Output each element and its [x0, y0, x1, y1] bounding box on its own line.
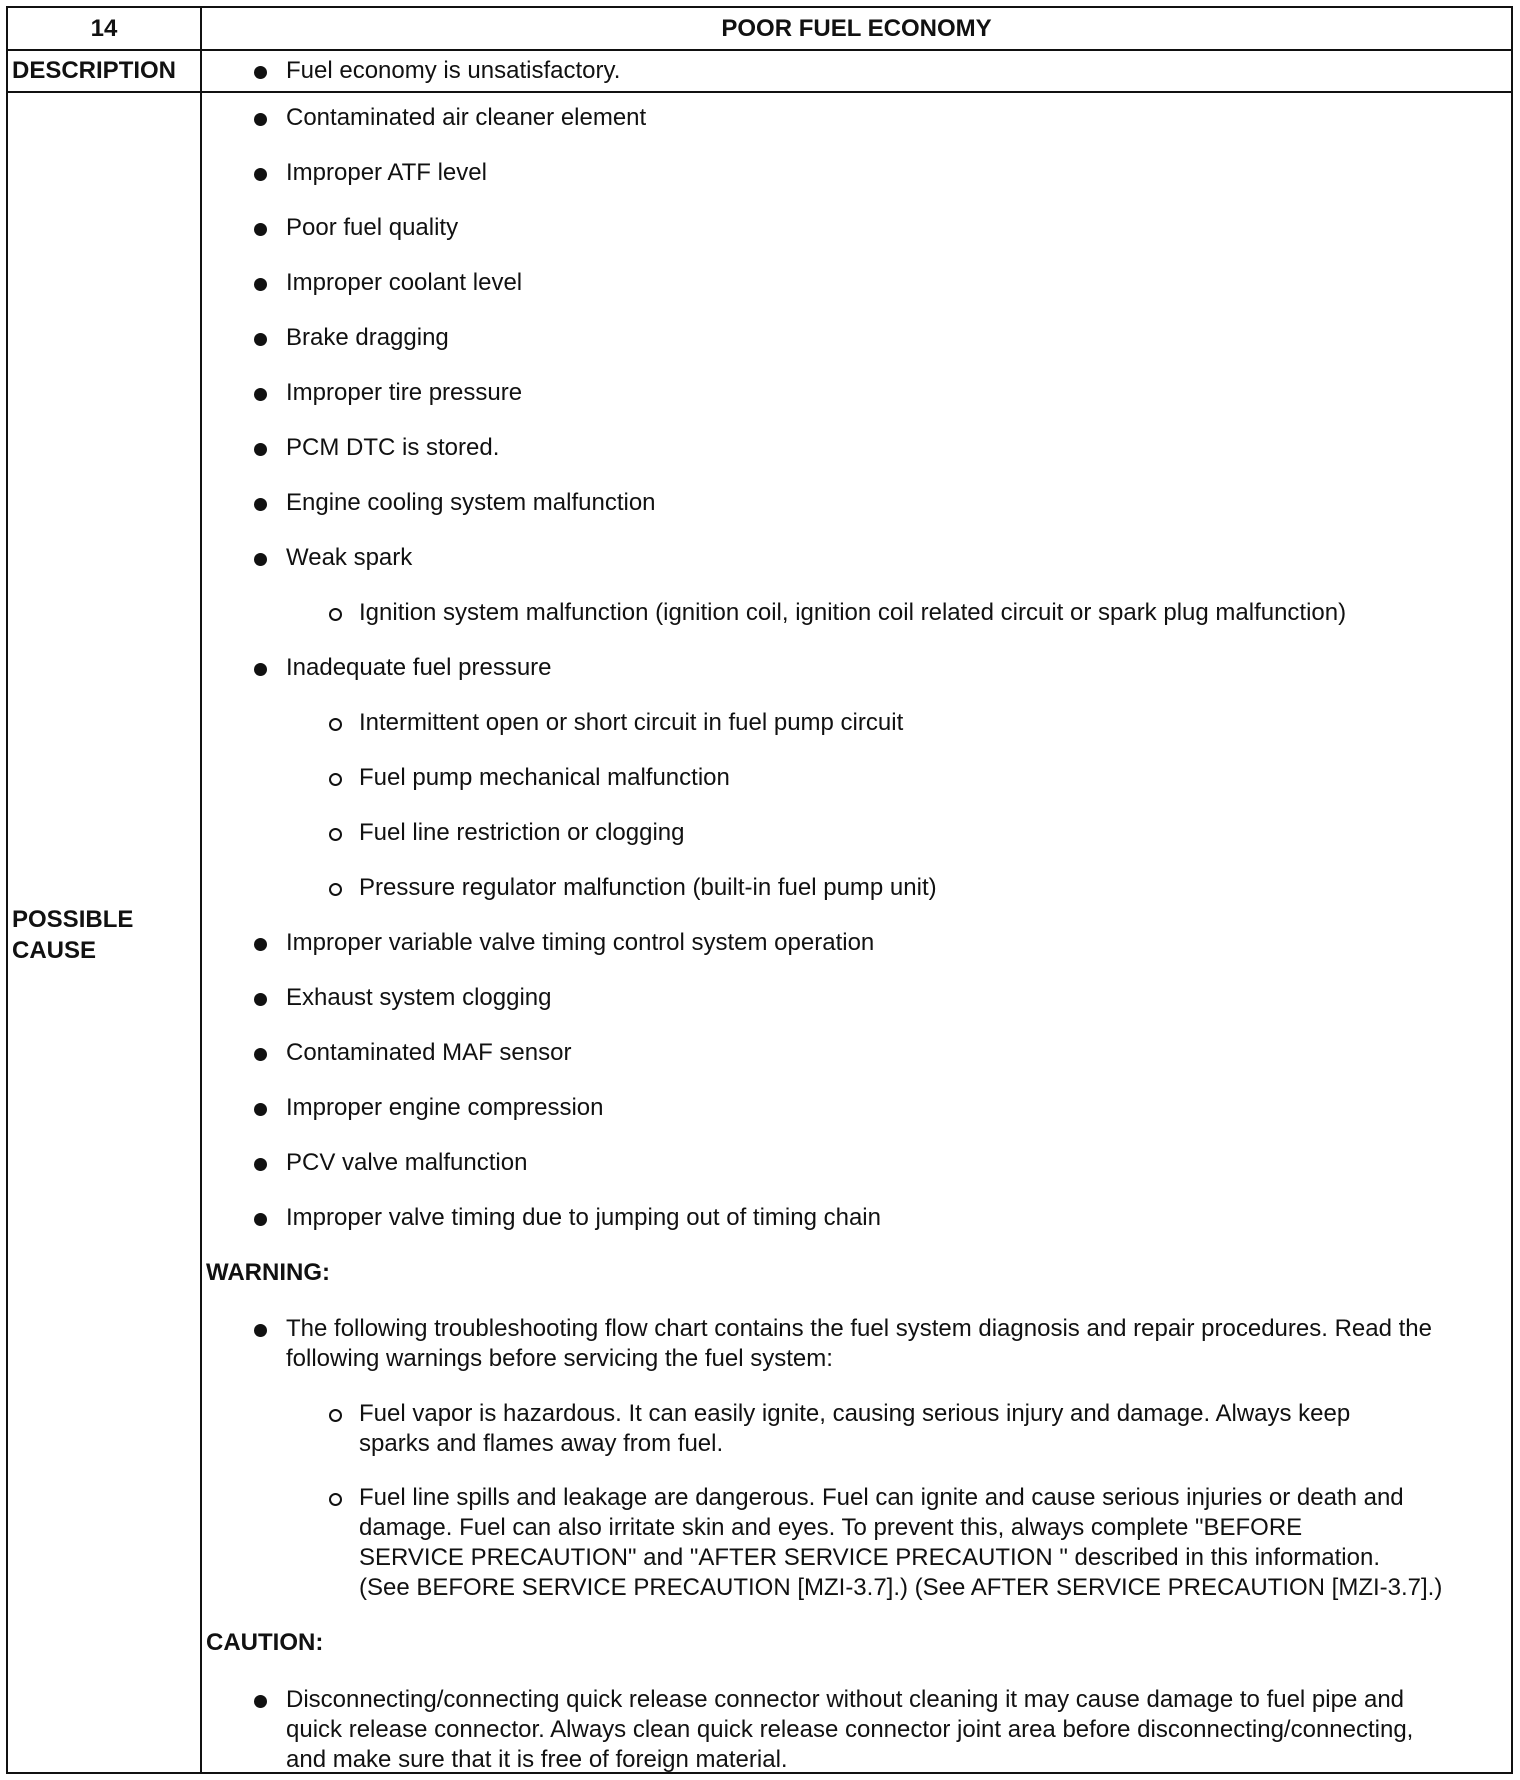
sub-bullet-icon [329, 828, 342, 841]
possible-cause-cell: Contaminated air cleaner element Improper ATF level Poor fuel quality Improper coolant level Brake dragging Improper tire pressure PCM DTC is stored. Engine cooling system malfunction Weak spark Ignition system malfunction (ignition coil, ignition coil related circuit or spark plug malfunction) Inadequate fuel pressure Intermittent open or short circuit in fuel pump circuit Fuel pump mechanical malfunction Fuel line restriction or clogging Pressure regulator malfunction (built-in fuel pump unit) Improper variable valve timing control system operation Exhaust system clogging Contaminated MAF sensor Improper engine compression PCV valve malfunction Improper valve timing due to jumping out of timing chain WARNING: The following troubleshooting flow chart contains the fuel system diagnosis and repair procedures. Read the following warnings before servicing the fuel system: Fuel vapor is hazardous. It can easily ignite, causing serious injury and damage. Always keep sparks and flames away from fuel. Fuel line spills and leakage are dangerous. Fuel can ignite and cause serious injuries or death and damage. Fuel can also irritate skin and eyes. To prevent this, always complete "BEFORE SERVICE PRECAUTION" and "AFTER SERVICE PRECAUTION " described in this information. (See BEFORE SERVICE PRECAUTION [MZI-3.7].) (See AFTER SERVICE PRECAUTION [MZI-3.7].) CAUTION: Disconnecting/connecting quick release connector without cleaning it may cause damage to fuel pipe and quick release connector. Always clean quick release connector joint area before disconnecting/connecting, and make sure that it is free of foreign material. [206, 104, 1443, 1773]
sub-bullet-icon [329, 1493, 342, 1506]
caution-heading: CAUTION: [206, 1629, 324, 1656]
bullet-icon [254, 1158, 267, 1171]
sub-bullet-icon [329, 1409, 342, 1422]
bullet-icon [254, 168, 267, 181]
bullet-icon [254, 1048, 267, 1061]
warning-intro: The following troubleshooting flow chart contains the fuel system diagnosis and repair procedures. Read the following warnings before servicing the fuel system: [286, 1315, 1432, 1372]
bullet-icon [254, 443, 267, 456]
troubleshooting-table [6, 6, 1513, 1774]
sub-bullet-icon [329, 608, 342, 621]
bullet-icon [254, 1695, 267, 1708]
bullet-icon [254, 663, 267, 676]
bullet-icon [254, 1324, 267, 1337]
sub-bullet-icon [329, 883, 342, 896]
bullet-icon [254, 553, 267, 566]
warning-heading: WARNING: [206, 1259, 330, 1286]
sub-bullet-icon [329, 718, 342, 731]
bullet-icon [254, 113, 267, 126]
bullet-icon [254, 66, 267, 79]
possible-cause-label: POSSIBLE CAUSE [12, 906, 134, 964]
bullet-icon [254, 1103, 267, 1116]
description-cell: Fuel economy is unsatisfactory. [202, 51, 1511, 91]
bullet-icon [254, 333, 267, 346]
bullet-icon [254, 388, 267, 401]
sub-bullet-icon [329, 773, 342, 786]
symptom-number: 14 [90, 15, 118, 42]
bullet-icon [254, 938, 267, 951]
bullet-icon [254, 498, 267, 511]
description-label: DESCRIPTION [12, 57, 177, 84]
bullet-icon [254, 278, 267, 291]
bullet-icon [254, 993, 267, 1006]
symptom-title: POOR FUEL ECONOMY [721, 15, 992, 42]
bullet-icon [254, 1213, 267, 1226]
bullet-icon [254, 223, 267, 236]
